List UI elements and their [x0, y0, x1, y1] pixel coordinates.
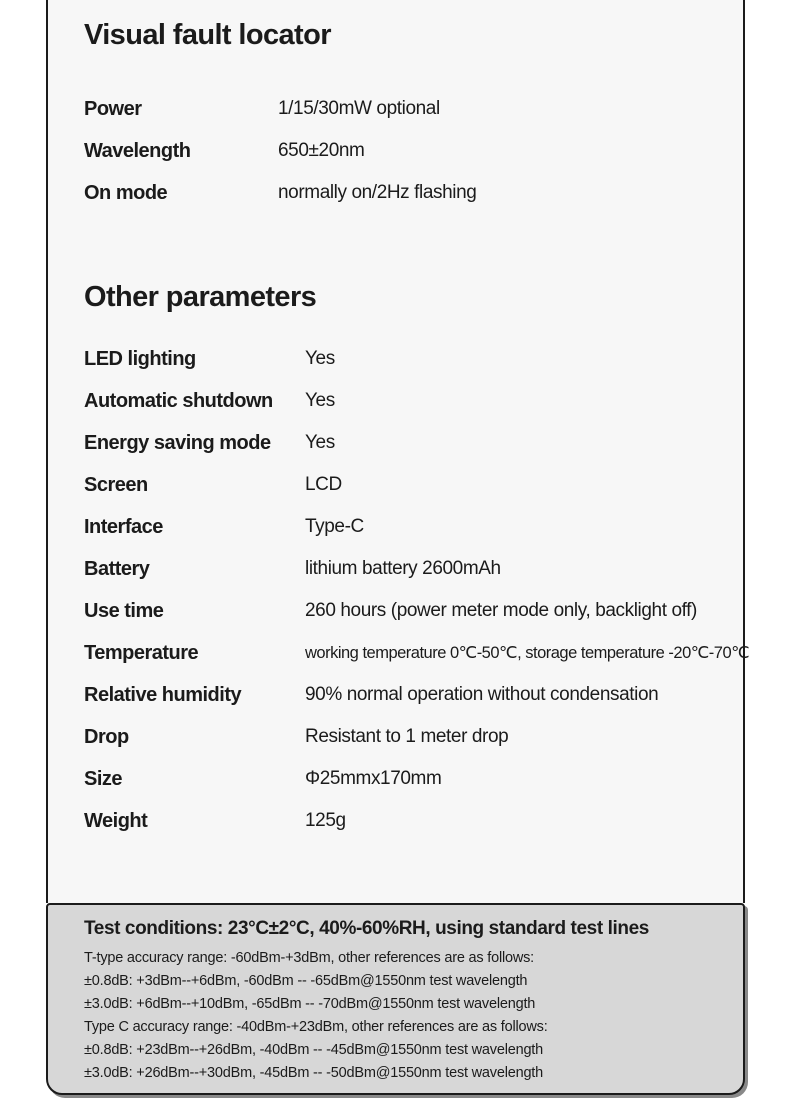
spec-label: Battery: [84, 557, 150, 580]
spec-value: LCD: [305, 474, 342, 495]
spec-row: [84, 716, 729, 758]
test-conditions-line: Type C accuracy range: -40dBm-+23dBm, other references are as follows:: [84, 1019, 548, 1035]
spec-label: Temperature: [84, 641, 199, 664]
spec-row: [84, 800, 729, 842]
test-conditions-lines: [84, 947, 723, 1085]
spec-row: [84, 380, 729, 422]
spec-value: working temperature 0℃-50℃, storage temperature -20℃-70℃: [305, 644, 750, 662]
spec-row: [84, 632, 750, 674]
test-conditions-title: Test conditions: 23°C±2°C, 40%-60%RH, using standard test lines: [84, 918, 649, 939]
spec-value: 260 hours (power meter mode only, backlight off): [305, 600, 697, 621]
spec-value: Resistant to 1 meter drop: [305, 726, 509, 747]
section-gap: [84, 214, 729, 280]
spec-label: On mode: [84, 181, 168, 204]
spec-label: Wavelength: [84, 139, 191, 162]
spec-value: 650±20nm: [278, 140, 365, 161]
test-conditions-line: ±3.0dB: +6dBm--+10dBm, -65dBm -- -70dBm@1550nm test wavelength: [84, 996, 536, 1012]
spec-panel: [46, 0, 750, 903]
spec-label: Power: [84, 97, 142, 120]
spec-value: Yes: [305, 348, 335, 369]
spec-value: 125g: [305, 810, 346, 831]
test-conditions-box: [46, 903, 745, 1095]
spec-row: [84, 548, 729, 590]
spec-row: [84, 674, 729, 716]
section-title-visual-fault-locator: Visual fault locator: [84, 19, 331, 51]
spec-row: [84, 590, 729, 632]
spec-row: [84, 506, 729, 548]
spec-row: [84, 88, 729, 130]
spec-row: [84, 338, 729, 380]
spec-row: [84, 422, 729, 464]
test-conditions-line: ±3.0dB: +26dBm--+30dBm, -45dBm -- -50dBm@1550nm test wavelength: [84, 1065, 544, 1081]
spec-label: Weight: [84, 809, 148, 832]
spec-row: [84, 172, 729, 214]
spec-rows-other-parameters: [84, 338, 750, 842]
spec-label: Drop: [84, 725, 129, 748]
spec-value: Yes: [305, 390, 335, 411]
spec-row: [84, 130, 729, 172]
spec-value: 90% normal operation without condensation: [305, 684, 659, 705]
spec-label: Automatic shutdown: [84, 389, 273, 412]
spec-label: Screen: [84, 473, 148, 496]
spec-label: Size: [84, 767, 123, 790]
spec-value: Type-C: [305, 516, 364, 537]
test-conditions-line: ±0.8dB: +3dBm--+6dBm, -60dBm -- -65dBm@1550nm test wavelength: [84, 973, 528, 989]
spec-value: Yes: [305, 432, 335, 453]
spec-value: lithium battery 2600mAh: [305, 558, 501, 579]
spec-row: [84, 758, 729, 800]
spec-value: 1/15/30mW optional: [278, 98, 440, 119]
spec-label: Interface: [84, 515, 163, 538]
spec-label: Energy saving mode: [84, 431, 271, 454]
section-title-other-parameters: Other parameters: [84, 281, 317, 313]
spec-rows-visual-fault-locator: [84, 88, 729, 214]
spec-label: Use time: [84, 599, 164, 622]
spec-value: Φ25mmx170mm: [305, 768, 442, 789]
test-conditions-line: ±0.8dB: +23dBm--+26dBm, -40dBm -- -45dBm@1550nm test wavelength: [84, 1042, 544, 1058]
spec-value: normally on/2Hz flashing: [278, 182, 477, 203]
spec-label: Relative humidity: [84, 683, 242, 706]
spec-label: LED lighting: [84, 347, 196, 370]
spec-row: [84, 464, 729, 506]
test-conditions-line: T-type accuracy range: -60dBm-+3dBm, other references are as follows:: [84, 950, 535, 966]
